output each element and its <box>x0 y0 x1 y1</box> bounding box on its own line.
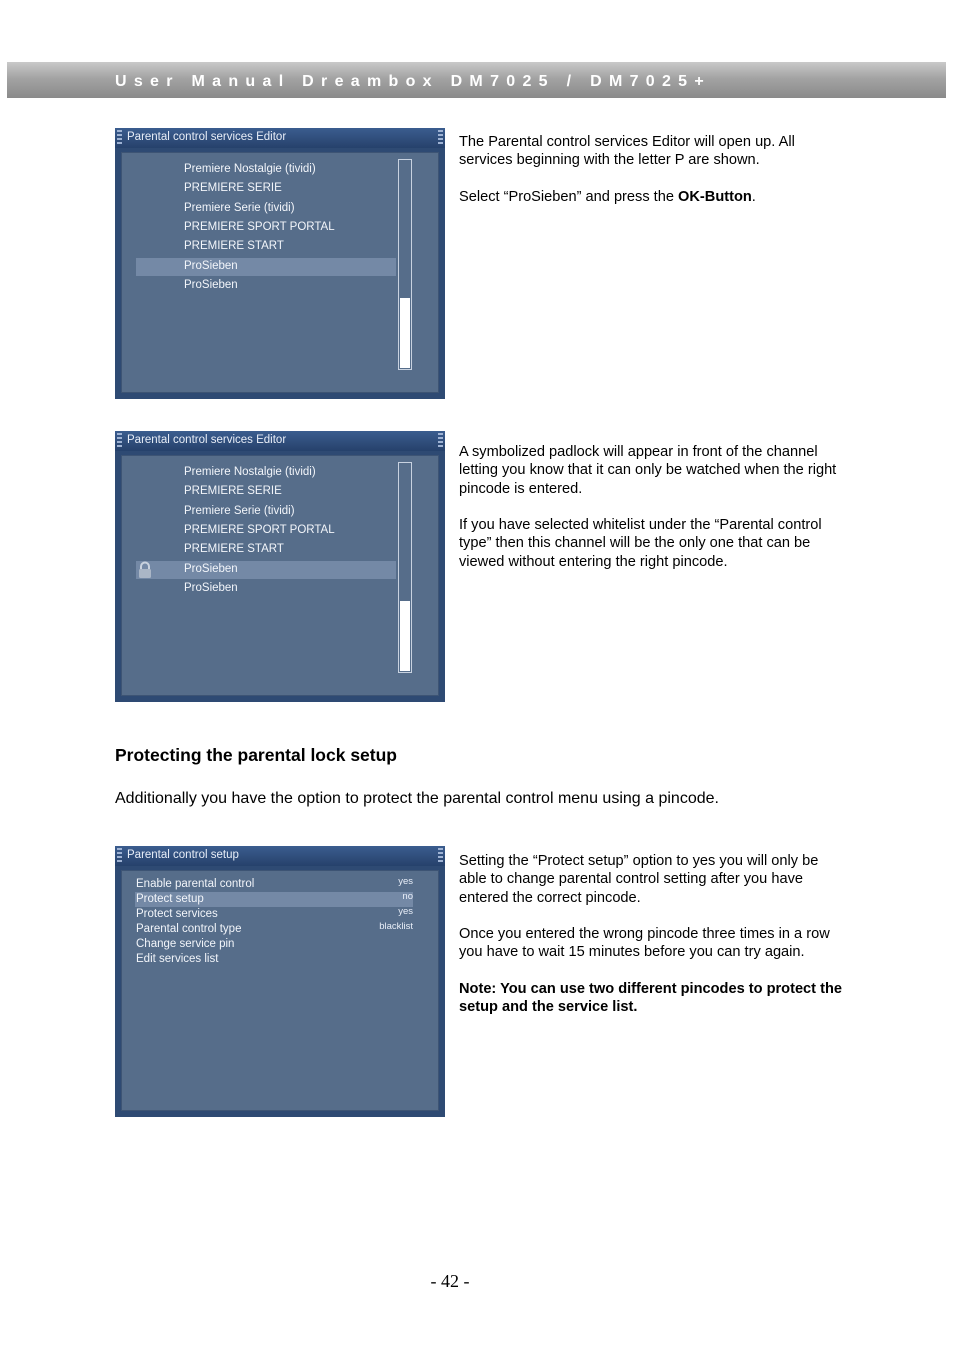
service-list-item[interactable]: PREMIERE START <box>184 240 284 253</box>
description-text: Once you entered the wrong pincode three times in a row you have to wait 15 minutes before you can try again. <box>459 926 830 961</box>
scrollbar[interactable] <box>398 462 412 673</box>
note-text: Note: You can use two different pincodes to protect the setup and the service list. <box>459 981 842 1016</box>
setup-menu-item[interactable]: Enable parental control <box>136 878 255 890</box>
section-paragraph: Additionally you have the option to protect the parental control menu using a pincode. <box>115 790 719 807</box>
description-text: If you have selected whitelist under the “Parental control type” then this channel will be the only one that can be viewed without entering the right pincode. <box>459 517 822 570</box>
setup-menu-item[interactable]: Protect setup <box>136 893 204 905</box>
parental-setup-screenshot <box>115 846 445 1117</box>
service-list-item[interactable]: ProSieben <box>184 259 238 272</box>
description-text: Setting the “Protect setup” option to yes you will only be able to change parental control setting after you have entered the correct pincode. <box>459 853 819 906</box>
window-title: Parental control services Editor <box>127 434 287 446</box>
setup-menu-item[interactable]: Parental control type <box>136 923 242 935</box>
description-text: Select “ProSieben” and press the OK-Button. <box>459 188 756 205</box>
titlebar-grip-icon <box>117 433 122 449</box>
window-title: Parental control services Editor <box>127 131 287 143</box>
description-3 <box>459 852 844 1035</box>
titlebar-grip-icon <box>438 848 443 864</box>
titlebar-grip-icon <box>117 848 122 864</box>
service-list-item[interactable]: PREMIERE SERIE <box>184 485 282 498</box>
page-number: - 42 - <box>430 1271 470 1291</box>
service-list-item[interactable]: ProSieben <box>184 581 238 594</box>
header-bar <box>7 62 946 98</box>
service-list-item[interactable]: Premiere Serie (tividi) <box>184 201 295 214</box>
window-title: Parental control setup <box>127 849 239 861</box>
service-list-item[interactable]: Premiere Nostalgie (tividi) <box>184 163 316 175</box>
window-titlebar <box>115 431 445 451</box>
description-text: A symbolized padlock will appear in front of the channel letting you know that it can only be watched when the right pincode is entered. <box>459 444 837 497</box>
description-text: The Parental control services Editor will open up. All services beginning with the letter P are shown. <box>459 134 795 169</box>
window-titlebar <box>115 846 445 866</box>
setup-menu-item[interactable]: Change service pin <box>136 938 235 950</box>
padlock-icon <box>136 561 154 579</box>
service-list-item[interactable]: PREMIERE SPORT PORTAL <box>184 523 335 536</box>
setup-item-value[interactable]: no <box>402 891 413 902</box>
setup-menu-item[interactable]: Protect services <box>136 908 218 920</box>
service-list-item[interactable]: ProSieben <box>184 278 238 291</box>
section-heading: Protecting the parental lock setup <box>115 745 397 765</box>
setup-item-value[interactable]: blacklist <box>379 921 413 932</box>
service-list-item[interactable]: ProSieben <box>184 562 238 575</box>
setup-item-value[interactable]: yes <box>398 906 413 917</box>
selected-row-highlight <box>136 561 396 579</box>
description-2 <box>459 443 844 589</box>
window-titlebar <box>115 128 445 148</box>
setup-item-value[interactable]: yes <box>398 876 413 887</box>
scrollbar-thumb[interactable] <box>400 601 410 671</box>
header-title: User Manual Dreambox DM7025 / DM7025+ <box>115 73 712 90</box>
service-list-item[interactable]: Premiere Serie (tividi) <box>184 504 295 517</box>
setup-menu-item[interactable]: Edit services list <box>136 953 219 965</box>
scrollbar-thumb[interactable] <box>400 298 410 368</box>
selected-row-highlight <box>136 258 396 276</box>
service-list-item[interactable]: Premiere Nostalgie (tividi) <box>184 466 316 478</box>
services-editor-locked-screenshot <box>115 431 445 702</box>
titlebar-grip-icon <box>438 130 443 146</box>
titlebar-grip-icon <box>117 130 122 146</box>
service-list-item[interactable]: PREMIERE START <box>184 543 284 556</box>
services-editor-screenshot <box>115 128 445 399</box>
titlebar-grip-icon <box>438 433 443 449</box>
service-list-item[interactable]: PREMIERE SERIE <box>184 182 282 195</box>
service-list-item[interactable]: PREMIERE SPORT PORTAL <box>184 220 335 233</box>
scrollbar[interactable] <box>398 159 412 370</box>
description-1 <box>459 133 844 224</box>
